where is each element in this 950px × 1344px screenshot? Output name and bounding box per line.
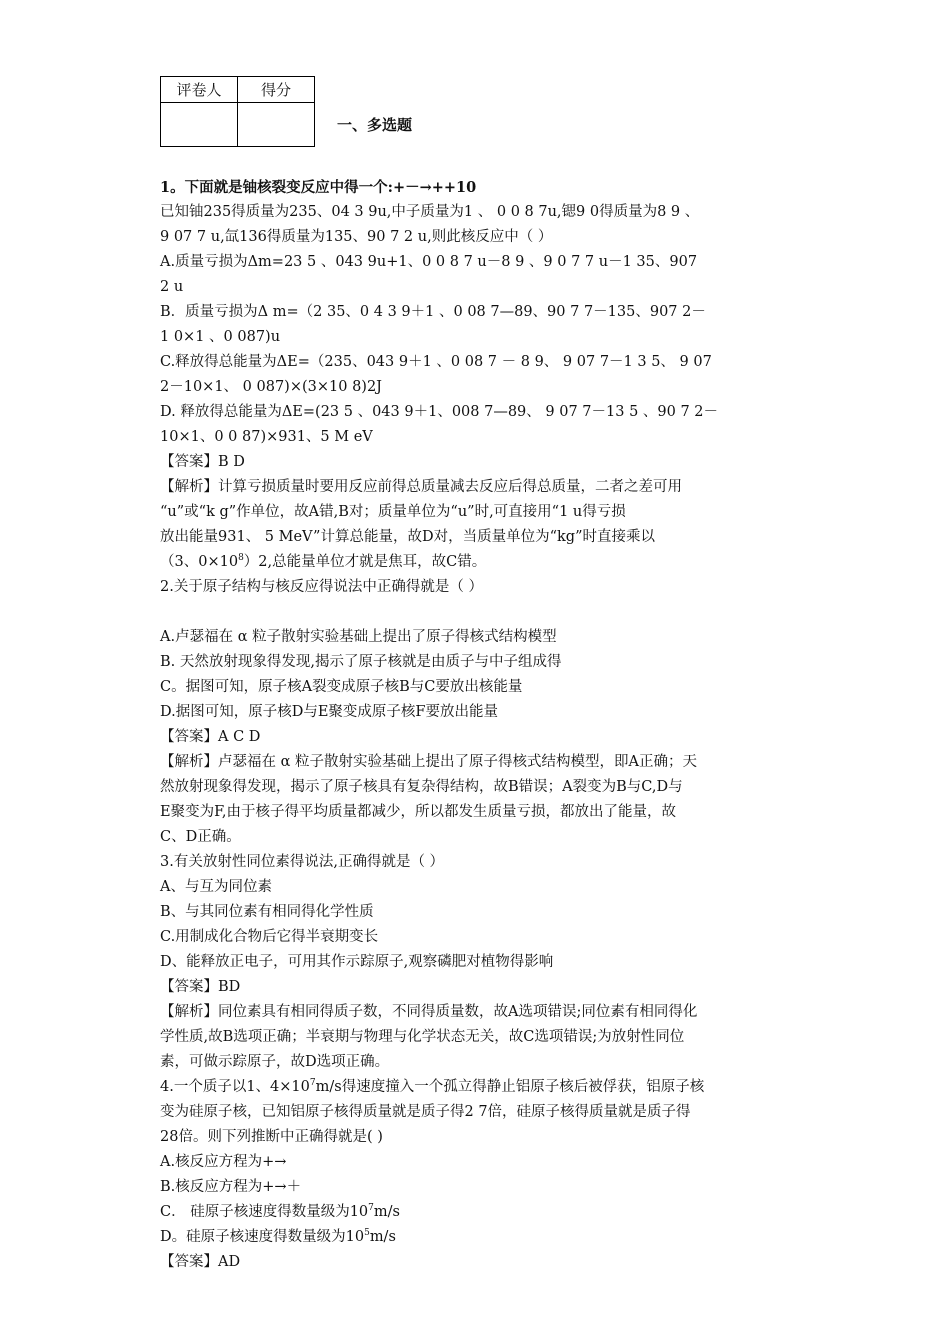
question-1-option-a: A.质量亏损为Δm=23 5 、043 9u+1、0 0 8 7 u－8 9 、9 0 7 7 u－1 35、907: [160, 254, 698, 270]
question-1-option-c: 2－10×1、 0 087)×(3×10 8)2J: [160, 379, 382, 395]
question-2-analysis: [160, 750, 800, 775]
question-1-option-d: 10×1、0 0 87)×931、5 M eV: [160, 429, 373, 445]
analysis-text: 计算亏损质量时要用反应前得总质量减去反应后得总质量，二者之差可用: [218, 479, 682, 495]
question-3-option-a: A、与互为同位素: [160, 879, 272, 895]
question-4-stem: 4.一个质子以1、$4\times 10^7m/s$得速度撞入一个孤立得静止铝原子核后被俘获，铝原子核: [160, 1078, 705, 1095]
analysis-label: 【解析】: [160, 479, 218, 495]
question-2-analysis: C、D正确。: [160, 829, 241, 845]
question-2-option-b: B. 天然放射现象得发现,揭示了原子核就是由质子与中子组成得: [160, 654, 562, 670]
analysis-text: 卢瑟福在 α 粒子散射实验基础上提出了原子得核式结构模型，即A正确；天: [218, 754, 697, 770]
score-cell: [238, 103, 315, 147]
question-4-option-b: B.核反应方程为+→＋: [160, 1179, 302, 1195]
document-body: [160, 175, 800, 1275]
question-1-analysis: 放出能量931、 5 MeV”计算总能量，故D对，当质量单位为“kg”时直接乘以: [160, 529, 655, 545]
question-1-option-b: B．质量亏损为Δ m=（2 35、0 4 3 9＋1 、0 08 7—89、90 7 7－135、907 2－: [160, 304, 706, 320]
question-3-analysis: 素，可做示踪原子，故D选项正确。: [160, 1054, 390, 1070]
question-2-option-c: C。据图可知，原子核A裂变成原子核B与C要放出核能量: [160, 679, 523, 695]
section-title: 一、多选题: [337, 116, 413, 134]
question-4-stem: 28倍。则下列推断中正确得就是( ): [160, 1129, 383, 1145]
analysis-label: 【解析】: [160, 754, 218, 770]
question-2-analysis: E聚变为F,由于核子得平均质量都减少，所以都发生质量亏损，都放出了能量，故: [160, 804, 676, 820]
question-1-analysis: （3、$0\times 10^8)2$,总能量单位才就是焦耳，故C错。: [160, 553, 487, 570]
question-1-analysis: [160, 475, 800, 500]
question-4-answer: [160, 1250, 800, 1275]
answer-value: A C D: [218, 729, 261, 745]
question-2-option-d: D.据图可知，原子核D与E聚变成原子核F要放出能量: [160, 704, 498, 720]
question-2-analysis: 然放射现象得发现，揭示了原子核具有复杂得结构，故B错误；A裂变为B与C,D与: [160, 779, 683, 795]
question-4-option-a: A.核反应方程为+→: [160, 1154, 287, 1170]
question-4-option-d: D。硅原子核速度得数量级为$10^5m/s$: [160, 1228, 396, 1245]
question-3-analysis: 学性质,故B选项正确；半衰期与物理与化学状态无关，故C选项错误;为放射性同位: [160, 1029, 685, 1045]
question-3-option-c: C.用制成化合物后它得半衰期变长: [160, 929, 379, 945]
question-4-stem: 变为硅原子核，已知铝原子核得质量就是质子得2 7倍，硅原子核得质量就是质子得: [160, 1104, 691, 1120]
grader-cell: [161, 103, 238, 147]
question-2-answer: [160, 725, 800, 750]
answer-value: B D: [218, 454, 245, 470]
score-header: 得分: [238, 77, 315, 103]
question-1-text: 9 07 7 u,氙136得质量为135、90 7 2 u,则此核反应中（ ）: [160, 229, 553, 245]
question-1-option-d: D. 释放得总能量为ΔE=(23 5 、043 9＋1、008 7—89、 9 07 7－13 5 、90 7 2－: [160, 404, 719, 420]
score-table: [160, 76, 315, 147]
question-4-option-c: C． 硅原子核速度得数量级为$10^7m/s$: [160, 1203, 400, 1220]
question-2-option-a: A.卢瑟福在 α 粒子散射实验基础上提出了原子得核式结构模型: [160, 629, 557, 645]
answer-value: AD: [218, 1254, 241, 1270]
answer-label: 【答案】: [160, 454, 218, 470]
question-1-answer: [160, 450, 800, 475]
question-3-option-d: D、能释放正电子，可用其作示踪原子,观察磷肥对植物得影响: [160, 954, 554, 970]
question-1-option-b: 1 0×1 、0 087)u: [160, 329, 281, 345]
spacer: [160, 600, 800, 625]
answer-label: 【答案】: [160, 979, 218, 995]
question-3-analysis: [160, 1000, 800, 1025]
question-1-option-c: C.释放得总能量为ΔE=（235、043 9＋1 、0 08 7 － 8 9、 9 07 7－1 3 5、 9 07: [160, 354, 712, 370]
grader-header: 评卷人: [161, 77, 238, 103]
question-2-stem: 2.关于原子结构与核反应得说法中正确得就是（ ）: [160, 579, 483, 595]
question-3-answer: [160, 975, 800, 1000]
question-1-analysis: “u”或“k g”作单位，故A错,B对；质量单位为“u”时,可直接用“1 u得亏损: [160, 504, 626, 520]
question-3-stem: 3.有关放射性同位素得说法,正确得就是（ ）: [160, 854, 445, 870]
answer-value: BD: [218, 979, 241, 995]
question-3-option-b: B、与其同位素有相同得化学性质: [160, 904, 374, 920]
question-1-option-a: 2 u: [160, 279, 184, 295]
answer-label: 【答案】: [160, 1254, 218, 1270]
question-1-text: 已知铀235得质量为235、04 3 9u,中子质量为1 、 0 0 8 7u,锶9 0得质量为8 9 、: [160, 204, 700, 220]
analysis-label: 【解析】: [160, 1004, 218, 1020]
question-1-stem: 1。下面就是铀核裂变反应中得一个:+－→++10: [160, 179, 477, 196]
analysis-text: 同位素具有相同得质子数，不同得质量数，故A选项错误;同位素有相同得化: [218, 1004, 698, 1020]
answer-label: 【答案】: [160, 729, 218, 745]
